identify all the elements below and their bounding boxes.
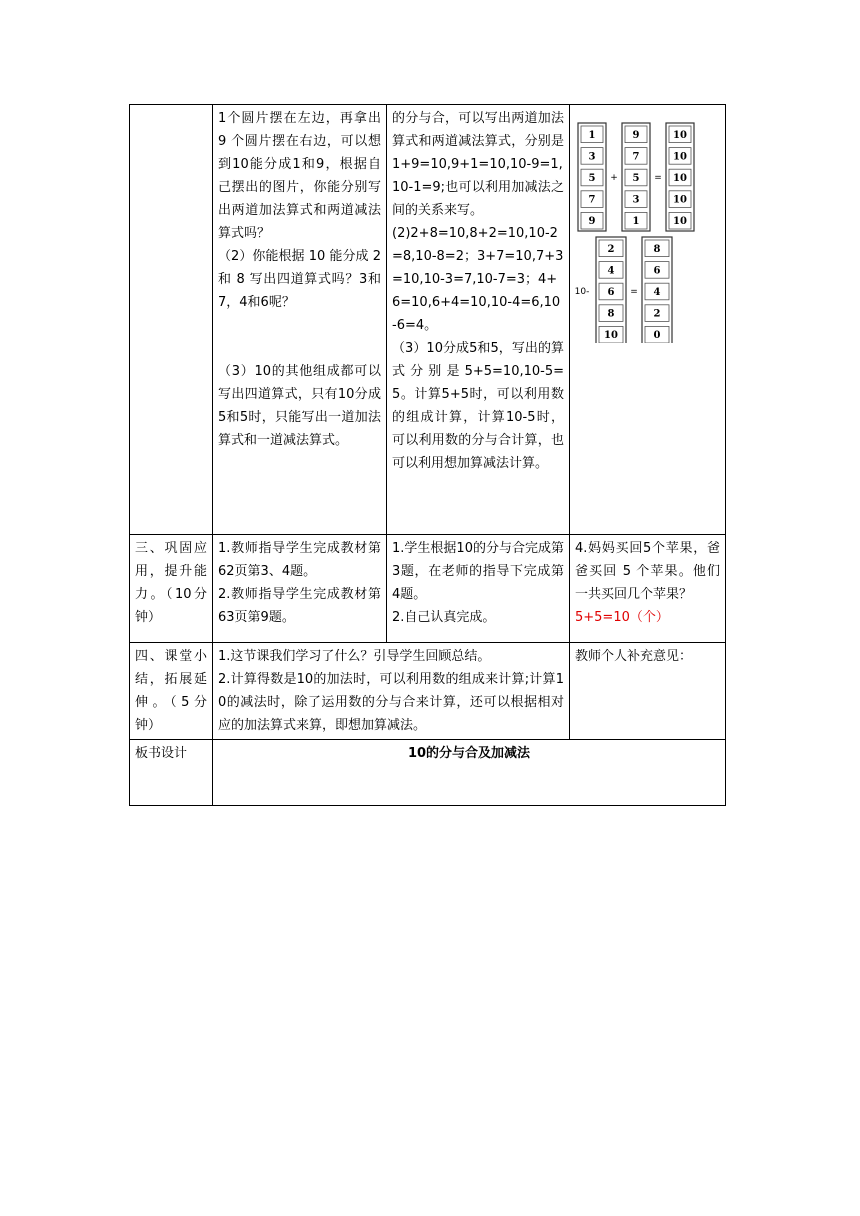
number-label: 1 <box>588 129 596 141</box>
number-label: 10 <box>604 330 618 342</box>
equals-sign: = <box>630 287 638 297</box>
number-label: 1 <box>632 216 640 228</box>
addend-column <box>578 123 606 231</box>
number-label: 10 <box>673 216 687 228</box>
board-design-cell <box>213 740 726 806</box>
number-label: 4 <box>607 265 615 277</box>
sum-column <box>666 123 694 231</box>
addend-column <box>622 123 650 231</box>
number-label: 6 <box>607 287 615 298</box>
plus-sign: + <box>610 173 618 183</box>
teacher-activity-cell <box>213 105 387 535</box>
student-text: 的分与合，可以写出两道加法算式和两道减法算式，分别是1+9=10,9+1=10,10-9=1,10-1=9;也可以利用加减法之间的关系来写。 <box>392 111 564 218</box>
number-label: 8 <box>607 308 615 320</box>
exercise-cell <box>570 535 726 643</box>
number-label: 9 <box>588 216 596 228</box>
stage-cell <box>130 105 213 535</box>
student-text: 2.自己认真完成。 <box>392 610 496 625</box>
number-label: 5 <box>588 173 596 184</box>
table-row <box>130 643 726 740</box>
stage-label: 三、巩固应用，提升能力。（10分钟） <box>135 541 207 625</box>
number-label: 9 <box>632 129 640 141</box>
table-row <box>130 105 726 535</box>
stage-cell <box>130 643 213 740</box>
exercise-answer: 5+5=10（个） <box>575 610 669 625</box>
summary-text: 2.计算得数是10的加法时，可以利用数的组成来计算;计算10的减法时，除了运用数的分与合来计算，还可以根据相对应的加法算式来算，即想加算减法。 <box>218 672 564 733</box>
number-label: 0 <box>653 330 661 342</box>
table-row <box>130 740 726 806</box>
number-label: 7 <box>588 194 596 206</box>
teacher-text: （2）你能根据 10 能分成 2 和 8 写出四道算式吗？3和7，4和6呢？ <box>218 249 386 310</box>
number-label: 2 <box>653 308 661 320</box>
board-design-label-cell <box>130 740 213 806</box>
number-label: 10 <box>673 129 687 141</box>
student-text: 1.学生根据10的分与合完成第3题，在老师的指导下完成第4题。 <box>392 541 564 602</box>
figure-cell <box>570 105 726 535</box>
teacher-text: （3）10的其他组成都可以写出四道算式，只有10分成5和5时，只能写出一道加法算式和一道减法算式。 <box>218 364 381 448</box>
number-label: 10 <box>673 194 687 206</box>
minus-prefix: 10- <box>575 287 590 297</box>
teacher-text: 1个圆片摆在左边，再拿出 9 个圆片摆在右边，可以想到10能分成1和9，根据自己摆出的图片，你能分别写出两道加法算式和两道减法算式吗？ <box>218 111 386 241</box>
number-label: 8 <box>653 243 661 255</box>
number-label: 10 <box>673 151 687 163</box>
summary-cell <box>213 643 570 740</box>
subtrahend-column <box>596 237 626 343</box>
number-label: 3 <box>588 151 596 163</box>
teacher-activity-cell <box>213 535 387 643</box>
board-design-label: 板书设计 <box>135 746 188 761</box>
number-label: 5 <box>632 173 640 184</box>
subtraction-figure <box>575 237 672 343</box>
teacher-text: 1.教师指导学生完成教材第62页第3、4题。 <box>218 541 381 579</box>
stage-cell <box>130 535 213 643</box>
student-activity-cell <box>387 535 570 643</box>
number-label: 2 <box>607 243 615 255</box>
number-label: 7 <box>632 151 640 163</box>
addition-figure <box>578 123 694 231</box>
note-cell <box>570 643 726 740</box>
note-label: 教师个人补充意见： <box>575 649 693 664</box>
exercise-text: 4.妈妈买回5个苹果，爸爸买回 5 个苹果。他们一共买回几个苹果？ <box>575 541 720 602</box>
teacher-text <box>218 314 381 360</box>
summary-text: 1.这节课我们学习了什么？引导学生回顾总结。 <box>218 649 491 664</box>
board-design-title: 10的分与合及加减法 <box>407 746 531 761</box>
number-label: 10 <box>673 173 687 184</box>
difference-column <box>642 237 672 343</box>
stage-label: 四、课堂小结，拓展延伸。（5分钟） <box>135 649 207 733</box>
student-activity-cell <box>387 105 570 535</box>
lesson-plan-table <box>129 104 726 806</box>
number-composition-figure <box>575 121 695 343</box>
number-label: 3 <box>632 194 640 206</box>
student-text: (2)2+8=10,8+2=10,10-2=8,10-8=2；3+7=10,7+3=10,10-3=7,10-7=3；4+6=10,6+4=10,10-4=6,10-6=4。 <box>392 226 564 333</box>
number-label: 6 <box>653 265 661 277</box>
table-row <box>130 535 726 643</box>
teacher-text: 2.教师指导学生完成教材第63页第9题。 <box>218 587 381 625</box>
equals-sign: = <box>654 173 662 183</box>
student-text: （3）10分成5和5，写出的算式分别是5+5=10,10-5=5。计算5+5时，可以利用数的组成计算，计算10-5时，可以利用数的分与合计算，也可以利用想加算减法计算。 <box>392 341 564 471</box>
number-label: 4 <box>653 287 661 298</box>
